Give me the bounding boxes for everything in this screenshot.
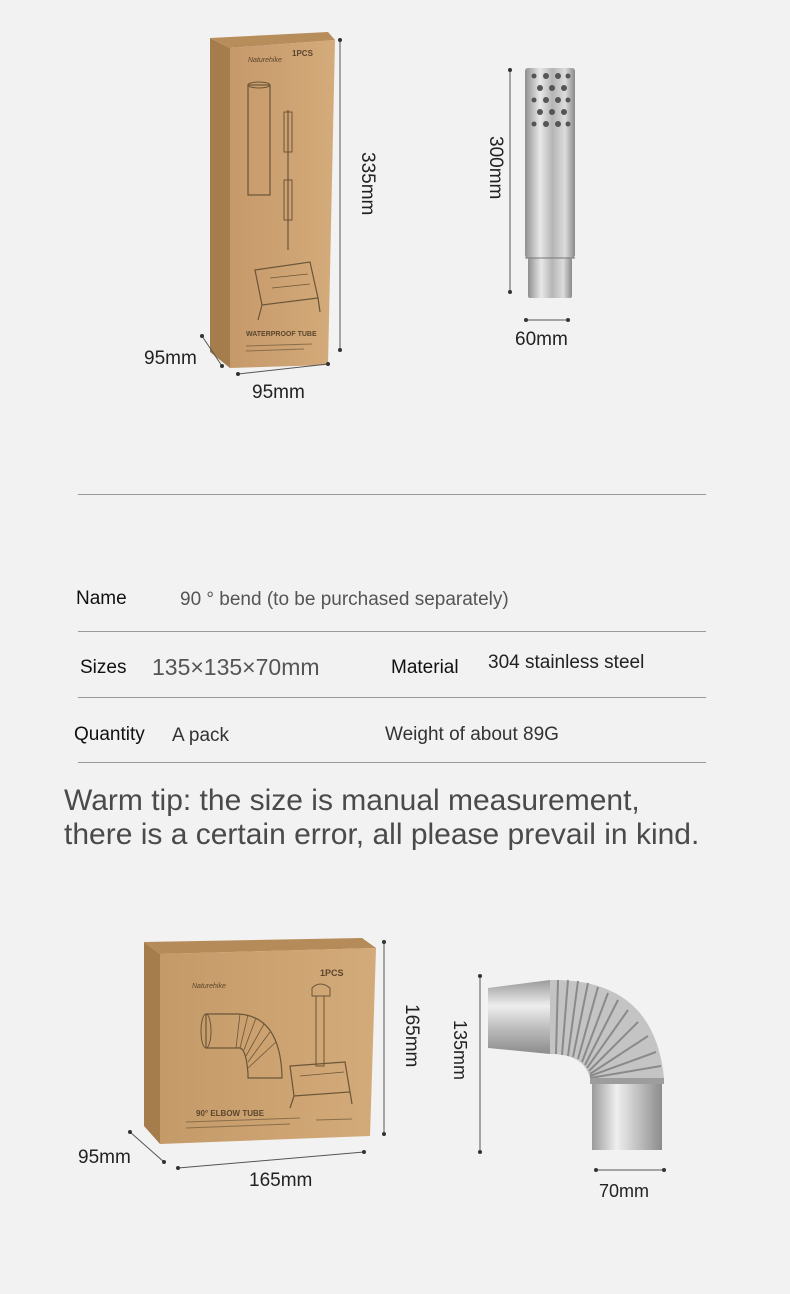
box-brand: Naturehike [192, 983, 226, 990]
spec-quantity-label: Quantity [74, 724, 145, 745]
elbow-box-depth-label: 95mm [78, 1147, 131, 1168]
spec-row-divider [78, 762, 706, 763]
box-product-label: WATERPROOF TUBE [246, 331, 317, 338]
box-side-face [210, 38, 230, 368]
box-product-label: 90° ELBOW TUBE [196, 1109, 265, 1118]
box-height-dimension-line [334, 36, 346, 356]
box-width-label: 95mm [252, 382, 305, 403]
box-height-label: 335mm [357, 152, 378, 216]
box-brand: Naturehike [248, 57, 282, 64]
tube-length-label: 300mm [485, 136, 506, 200]
spec-material-label: Material [391, 657, 459, 678]
perforated-tube-image [520, 64, 580, 304]
box-depth-dimension-line [198, 332, 228, 372]
spec-name-value: 90 ° bend (to be purchased separately) [180, 589, 509, 610]
warm-tip-line-2: there is a certain error, all please prevail in kind. [64, 818, 700, 851]
elbow-box-height-dimension-line [378, 938, 390, 1140]
box-front-face [160, 948, 376, 1144]
tube-diameter-dimension-line [522, 314, 572, 326]
elbow-height-label: 135mm [450, 1020, 470, 1081]
spec-quantity-value: A pack [172, 725, 230, 746]
box-count-label: 1PCS [320, 968, 344, 978]
box-front-face [230, 40, 335, 368]
box-count-label: 1PCS [292, 49, 313, 58]
box-depth-label: 95mm [144, 348, 197, 369]
stainless-elbow-image [484, 968, 674, 1158]
spec-name-label: Name [76, 588, 127, 609]
spec-row-divider [78, 697, 706, 698]
elbow-width-label: 70mm [599, 1181, 650, 1201]
elbow-height-dimension-line [474, 972, 486, 1158]
spec-weight-value: Weight of about 89G [385, 724, 559, 745]
box-side-face [144, 942, 160, 1144]
elbow-box-depth-dimension-line [126, 1128, 170, 1168]
warm-tip-line-1: Warm tip: the size is manual measurement, [64, 784, 640, 817]
tall-packaging-box [200, 30, 340, 370]
elbow-box-height-label: 165mm [401, 1004, 422, 1068]
section-divider [78, 494, 706, 495]
tube-diameter-label: 60mm [515, 329, 568, 350]
spec-row-divider [78, 631, 706, 632]
elbow-packaging-box [140, 936, 380, 1152]
spec-sizes-label: Sizes [80, 657, 127, 678]
elbow-width-dimension-line [592, 1164, 668, 1176]
spec-sizes-value: 135×135×70mm [152, 654, 320, 680]
elbow-box-width-label: 165mm [249, 1170, 313, 1191]
spec-material-value: 304 stainless steel [488, 652, 645, 673]
box-width-dimension-line [234, 358, 334, 380]
